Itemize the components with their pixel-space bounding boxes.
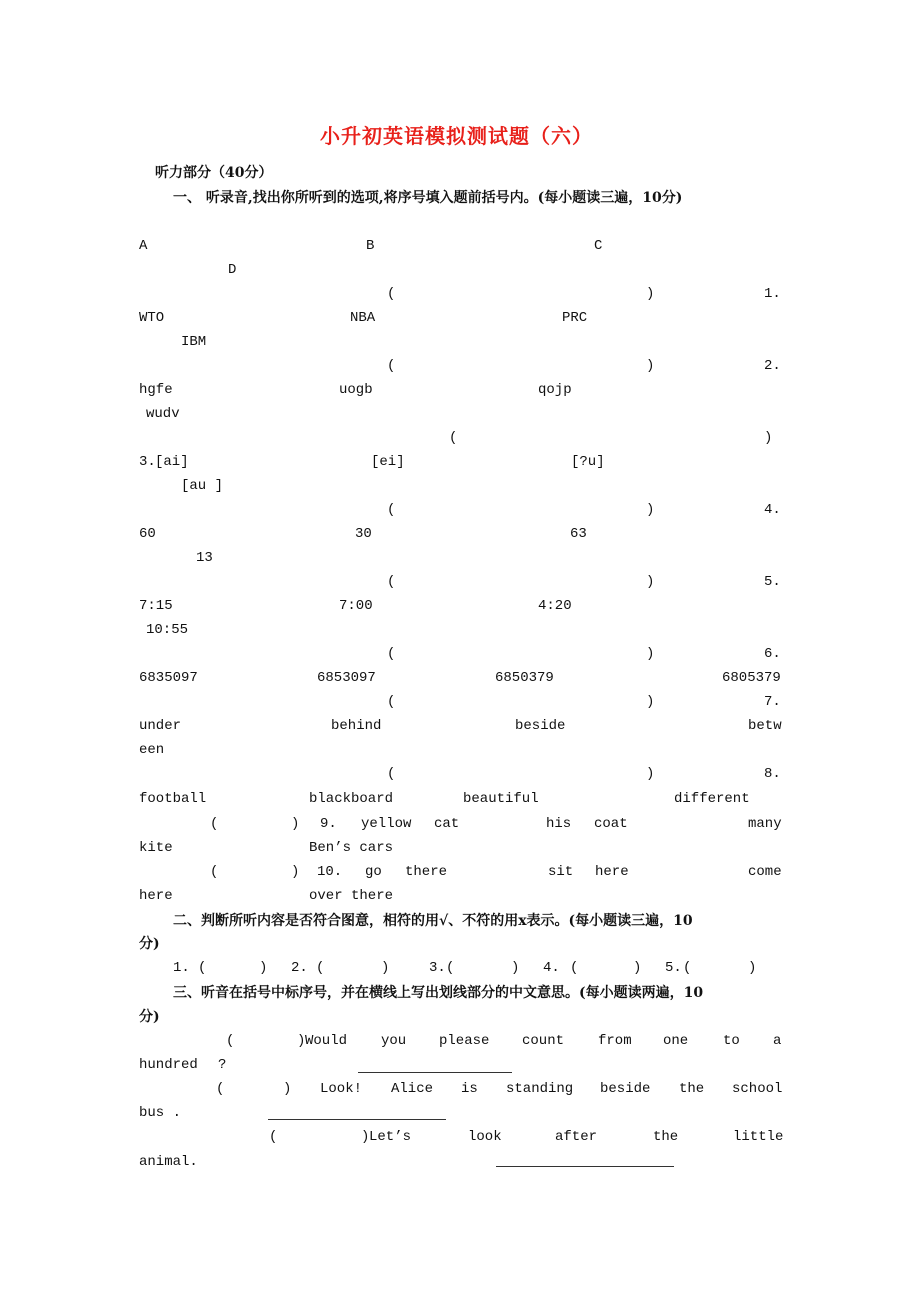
answer-paren-close: ) bbox=[764, 430, 773, 446]
answer-paren-open: ( bbox=[570, 960, 579, 976]
answer-paren-close: ) bbox=[646, 646, 655, 662]
question-number: 1. bbox=[764, 286, 781, 302]
judge-number: 2. bbox=[291, 960, 308, 976]
answer-blank-line[interactable] bbox=[358, 1072, 512, 1073]
answer-paren-open: ( bbox=[387, 358, 396, 374]
option: 6805379 bbox=[722, 670, 781, 686]
option: behind bbox=[331, 718, 382, 734]
option: 10:55 bbox=[146, 622, 189, 638]
option: wudv bbox=[146, 406, 180, 422]
answer-blank-line[interactable] bbox=[268, 1119, 446, 1120]
answer-paren-close: ) bbox=[361, 1129, 370, 1145]
question-number: 5. bbox=[764, 574, 781, 590]
option: many bbox=[748, 816, 782, 832]
answer-paren-close: ) bbox=[646, 358, 655, 374]
answer-paren-close: ) bbox=[283, 1081, 292, 1097]
option: een bbox=[139, 742, 165, 758]
option: 60 bbox=[139, 526, 156, 542]
sentence-word: one bbox=[663, 1033, 689, 1049]
sentence-word: ? bbox=[218, 1057, 227, 1073]
question-number: 7. bbox=[764, 694, 781, 710]
option: coat bbox=[594, 816, 628, 832]
answer-paren-open: ( bbox=[210, 864, 219, 880]
option: his bbox=[546, 816, 572, 832]
sentence-word: count bbox=[522, 1033, 565, 1049]
option: IBM bbox=[181, 334, 207, 350]
answer-paren-open: ( bbox=[449, 430, 458, 446]
section3-instruction-cont: 分) bbox=[139, 1009, 160, 1025]
sentence-word: after bbox=[555, 1129, 598, 1145]
answer-paren-open: ( bbox=[198, 960, 207, 976]
sentence-word: Alice bbox=[391, 1081, 434, 1097]
sentence-word: animal. bbox=[139, 1154, 198, 1170]
option: 63 bbox=[570, 526, 587, 542]
answer-paren-open: ( bbox=[387, 574, 396, 590]
judge-number: 5. bbox=[665, 960, 682, 976]
option: WTO bbox=[139, 310, 165, 326]
option: [ei] bbox=[371, 454, 405, 470]
sentence-word: to bbox=[723, 1033, 740, 1049]
answer-paren-close: ) bbox=[646, 766, 655, 782]
option: 4:20 bbox=[538, 598, 572, 614]
answer-paren-close: ) bbox=[259, 960, 268, 976]
option: [ai] bbox=[155, 454, 189, 470]
sentence-word: please bbox=[439, 1033, 490, 1049]
answer-paren-open: ( bbox=[683, 960, 692, 976]
answer-paren-close: ) bbox=[646, 286, 655, 302]
sentence-word: look bbox=[468, 1129, 502, 1145]
answer-paren-open: ( bbox=[387, 694, 396, 710]
sentence-word: the bbox=[653, 1129, 679, 1145]
answer-paren-close: ) bbox=[748, 960, 757, 976]
answer-paren-close: ) bbox=[291, 816, 300, 832]
answer-paren-close: ) bbox=[511, 960, 520, 976]
answer-paren-close: ) bbox=[297, 1033, 306, 1049]
option: 6853097 bbox=[317, 670, 376, 686]
column-label-c: C bbox=[594, 238, 603, 254]
option: uogb bbox=[339, 382, 373, 398]
answer-paren-open: ( bbox=[387, 502, 396, 518]
section3-instruction: 三、听音在括号中标序号，并在横线上写出划线部分的中文意思。(每小题读两遍，10 bbox=[173, 985, 704, 1001]
question-number: 2. bbox=[764, 358, 781, 374]
question-number: 8. bbox=[764, 766, 781, 782]
answer-paren-open: ( bbox=[387, 646, 396, 662]
section2-instruction-cont: 分) bbox=[139, 936, 160, 952]
section2-instruction: 二、判断所听内容是否符合图意，相符的用√、不符的用x表示。(每小题读三遍，10 bbox=[173, 913, 693, 929]
sentence-word: the bbox=[679, 1081, 705, 1097]
option: 7:15 bbox=[139, 598, 173, 614]
option: [?u] bbox=[571, 454, 605, 470]
option: over there bbox=[309, 888, 394, 904]
question-number: 4. bbox=[764, 502, 781, 518]
sentence-word: you bbox=[381, 1033, 407, 1049]
option: hgfe bbox=[139, 382, 173, 398]
listening-header: 听力部分（40分） bbox=[155, 165, 273, 181]
option: 13 bbox=[196, 550, 213, 566]
option: sit bbox=[548, 864, 574, 880]
sentence-word: little bbox=[733, 1129, 784, 1145]
section1-instruction: 一、 听录音,找出你所听到的选项,将序号填入题前括号内。(每小题读三遍，10分) bbox=[173, 190, 683, 206]
answer-paren-close: ) bbox=[633, 960, 642, 976]
answer-paren-close: ) bbox=[646, 502, 655, 518]
option: different bbox=[674, 791, 750, 807]
option: 7:00 bbox=[339, 598, 373, 614]
option: cat bbox=[434, 816, 460, 832]
answer-paren-open: ( bbox=[226, 1033, 235, 1049]
sentence-word: standing bbox=[506, 1081, 574, 1097]
question-number: 3. bbox=[139, 454, 156, 470]
option: beautiful bbox=[463, 791, 539, 807]
sentence-word: bus . bbox=[139, 1105, 182, 1121]
answer-paren-open: ( bbox=[210, 816, 219, 832]
option: qojp bbox=[538, 382, 572, 398]
answer-paren-open: ( bbox=[446, 960, 455, 976]
option: there bbox=[405, 864, 448, 880]
sentence-word: school bbox=[732, 1081, 783, 1097]
option: betw bbox=[748, 718, 782, 734]
option: blackboard bbox=[309, 791, 394, 807]
option: 30 bbox=[355, 526, 372, 542]
judge-number: 1. bbox=[173, 960, 190, 976]
sentence-word: from bbox=[598, 1033, 632, 1049]
option: beside bbox=[515, 718, 566, 734]
column-label-a: A bbox=[139, 238, 148, 254]
option: here bbox=[595, 864, 629, 880]
sentence-word: Would bbox=[305, 1033, 348, 1049]
page-title: 小升初英语模拟测试题（六） bbox=[320, 124, 593, 148]
option: PRC bbox=[562, 310, 588, 326]
column-label-b: B bbox=[366, 238, 375, 254]
judge-number: 4. bbox=[543, 960, 560, 976]
question-number: 9. bbox=[320, 816, 337, 832]
answer-paren-close: ) bbox=[381, 960, 390, 976]
answer-blank-line[interactable] bbox=[496, 1166, 674, 1167]
answer-paren-open: ( bbox=[316, 960, 325, 976]
sentence-word: Let’s bbox=[369, 1129, 412, 1145]
sentence-word: hundred bbox=[139, 1057, 198, 1073]
sentence-word: is bbox=[461, 1081, 478, 1097]
option: NBA bbox=[350, 310, 376, 326]
answer-paren-close: ) bbox=[646, 574, 655, 590]
answer-paren-close: ) bbox=[291, 864, 300, 880]
option: kite bbox=[139, 840, 173, 856]
option: 6835097 bbox=[139, 670, 198, 686]
option: here bbox=[139, 888, 173, 904]
answer-paren-open: ( bbox=[387, 766, 396, 782]
option: Ben’s cars bbox=[309, 840, 394, 856]
option: go bbox=[365, 864, 382, 880]
answer-paren-close: ) bbox=[646, 694, 655, 710]
answer-paren-open: ( bbox=[269, 1129, 278, 1145]
column-label-d: D bbox=[228, 262, 237, 278]
option: football bbox=[139, 791, 207, 807]
question-number: 6. bbox=[764, 646, 781, 662]
judge-number: 3. bbox=[429, 960, 446, 976]
option: 6850379 bbox=[495, 670, 554, 686]
answer-paren-open: ( bbox=[387, 286, 396, 302]
sentence-word: a bbox=[773, 1033, 782, 1049]
answer-paren-open: ( bbox=[216, 1081, 225, 1097]
sentence-word: beside bbox=[600, 1081, 651, 1097]
option: come bbox=[748, 864, 782, 880]
option: under bbox=[139, 718, 182, 734]
question-number: 10. bbox=[317, 864, 343, 880]
option: yellow bbox=[361, 816, 412, 832]
option: [au ] bbox=[181, 478, 224, 494]
sentence-word: Look! bbox=[320, 1081, 363, 1097]
